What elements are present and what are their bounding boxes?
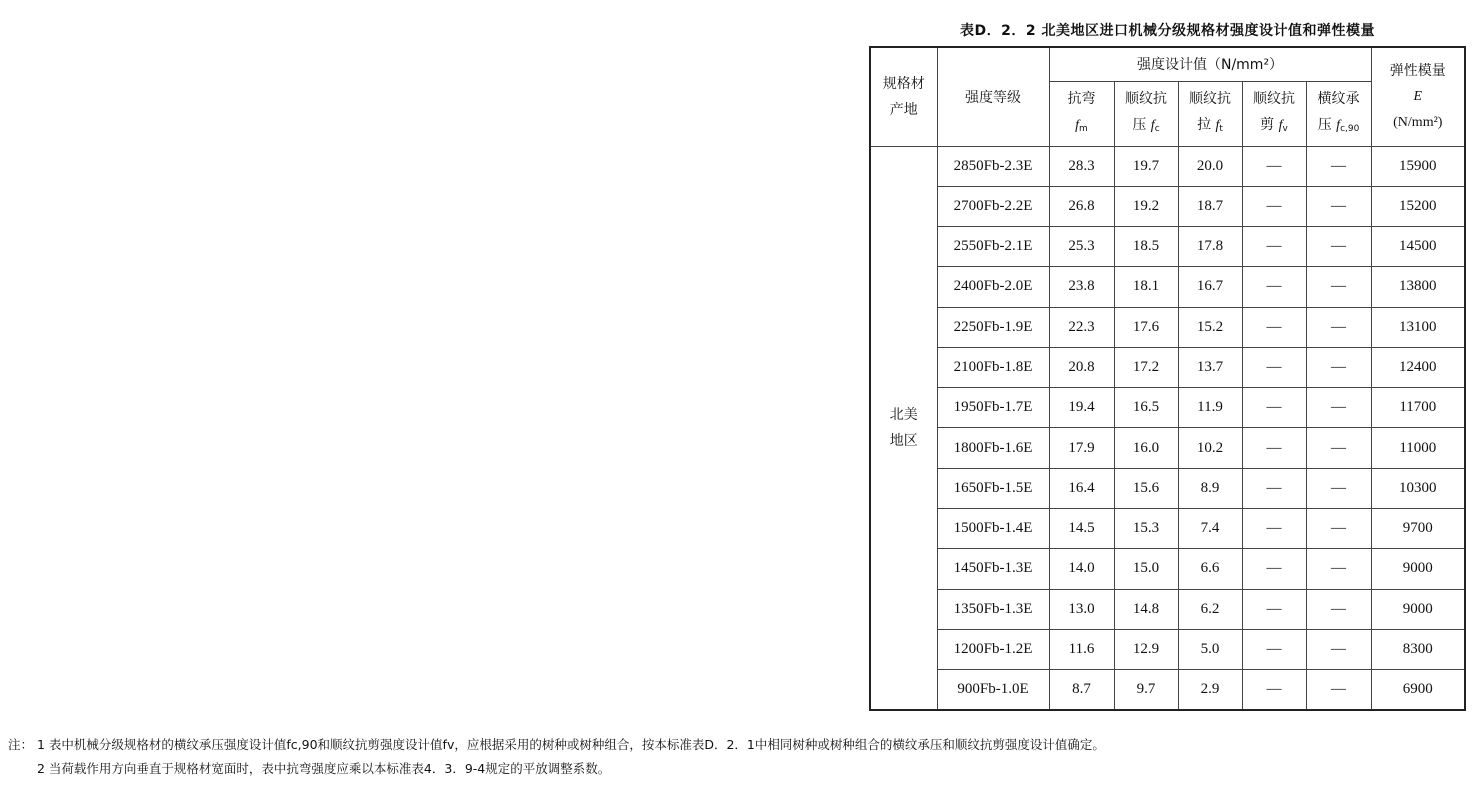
ft-cell: 10.2 [1178,428,1242,468]
ft-cell: 20.0 [1178,146,1242,186]
header-modulus-symbol: E [1413,88,1423,104]
fm-cell: 23.8 [1049,267,1114,307]
fv-cell: — [1242,468,1306,508]
grade-cell: 2850Fb-2.3E [937,146,1049,186]
grade-cell: 1200Fb-1.2E [937,629,1049,669]
header-fc90-label: 横纹承 [1317,90,1360,107]
fc90-cell: — [1306,307,1371,347]
fv-cell: — [1242,549,1306,589]
grade-cell: 1650Fb-1.5E [937,468,1049,508]
fm-cell: 14.0 [1049,549,1114,589]
fc90-cell: — [1306,227,1371,267]
note-1: 注： 1 表中机械分级规格材的横纹承压强度设计值fc,90和顺纹抗剪强度设计值fv，应根据采用的树种或树种组合，按本标准表D．2．1中相同树种或树种组合的横纹承压和顺纹抗剪强度设计值确定。 [8,737,1105,752]
fc90-cell: — [1306,146,1371,186]
header-origin [870,47,937,146]
header-ft-label2: 拉 [1197,116,1212,133]
strength-table [869,46,1466,711]
fc-cell: 15.6 [1114,468,1178,508]
grade-cell: 2550Fb-2.1E [937,227,1049,267]
fv-cell: — [1242,428,1306,468]
fc90-cell: — [1306,629,1371,669]
fm-cell: 19.4 [1049,388,1114,428]
note-2: 2 当荷载作用方向垂直于规格材宽面时，表中抗弯强度应乘以本标准表4．3．9-4规定的平放调整系数。 [37,761,611,776]
ft-cell: 17.8 [1178,227,1242,267]
fc90-cell: — [1306,388,1371,428]
fv-cell: — [1242,670,1306,710]
fv-cell: — [1242,347,1306,387]
fc-cell: 19.7 [1114,146,1178,186]
header-fc90 [1306,81,1371,146]
fc90-cell: — [1306,509,1371,549]
header-fv-label: 顺纹抗 [1253,90,1295,107]
fm-cell: 16.4 [1049,468,1114,508]
ft-cell: 13.7 [1178,347,1242,387]
table-row [870,347,1465,387]
header-fc90-subscript: c,90 [1340,123,1360,134]
header-fm [1049,81,1114,146]
e-cell: 15200 [1371,186,1465,226]
ft-cell: 11.9 [1178,388,1242,428]
header-fc-label: 顺纹抗 [1125,90,1167,107]
table-row [870,146,1465,186]
header-fm-label: 抗弯 [1067,90,1096,107]
fv-cell: — [1242,267,1306,307]
header-grade: 强度等级 [937,47,1049,146]
fv-cell: — [1242,146,1306,186]
ft-cell: 18.7 [1178,186,1242,226]
table-row [870,428,1465,468]
e-cell: 12400 [1371,347,1465,387]
e-cell: 8300 [1371,629,1465,669]
header-fv-subscript: v [1282,123,1288,134]
table-row [870,670,1465,710]
header-origin-line2: 产地 [889,101,918,118]
fm-cell: 25.3 [1049,227,1114,267]
header-origin-line1: 规格材 [882,75,925,92]
table-title: 表D．2．2 北美地区进口机械分级规格材强度设计值和弹性模量 [960,23,1375,39]
region-cell [870,146,937,710]
fc-cell: 12.9 [1114,629,1178,669]
fc90-cell: — [1306,468,1371,508]
header-strength-group: 强度设计值（N/mm²） [1049,47,1371,81]
fm-cell: 14.5 [1049,509,1114,549]
grade-cell: 1350Fb-1.3E [937,589,1049,629]
table-row [870,267,1465,307]
fc-cell: 15.0 [1114,549,1178,589]
header-ft-label: 顺纹抗 [1189,90,1231,107]
fc90-cell: — [1306,186,1371,226]
table-row [870,468,1465,508]
ft-cell: 6.6 [1178,549,1242,589]
fc90-cell: — [1306,428,1371,468]
header-modulus-label: 弹性模量 [1389,62,1446,79]
fm-cell: 22.3 [1049,307,1114,347]
header-fm-symbol: f [1075,117,1080,133]
grade-cell: 2400Fb-2.0E [937,267,1049,307]
header-fv-label2: 剪 [1260,116,1275,133]
grade-cell: 2700Fb-2.2E [937,186,1049,226]
fc90-cell: — [1306,589,1371,629]
e-cell: 14500 [1371,227,1465,267]
header-fv [1242,81,1306,146]
header-fc90-symbol: f [1336,117,1341,133]
e-cell: 11700 [1371,388,1465,428]
fc-cell: 17.2 [1114,347,1178,387]
header-fc-label2: 压 [1132,116,1147,133]
header-fm-subscript: m [1079,123,1088,134]
ft-cell: 5.0 [1178,629,1242,669]
header-ft-symbol: f [1215,117,1220,133]
fv-cell: — [1242,509,1306,549]
table-row [870,589,1465,629]
table-row [870,307,1465,347]
header-fc-subscript: c [1154,123,1160,134]
e-cell: 10300 [1371,468,1465,508]
e-cell: 9700 [1371,509,1465,549]
ft-cell: 16.7 [1178,267,1242,307]
e-cell: 9000 [1371,549,1465,589]
table-row [870,509,1465,549]
fm-cell: 11.6 [1049,629,1114,669]
header-fv-symbol: f [1278,117,1283,133]
ft-cell: 7.4 [1178,509,1242,549]
fc90-cell: — [1306,267,1371,307]
fc-cell: 19.2 [1114,186,1178,226]
grade-cell: 2100Fb-1.8E [937,347,1049,387]
fc-cell: 16.5 [1114,388,1178,428]
fm-cell: 8.7 [1049,670,1114,710]
header-fc90-label2: 压 [1317,116,1332,133]
grade-cell: 1950Fb-1.7E [937,388,1049,428]
grade-cell: 900Fb-1.0E [937,670,1049,710]
table-row [870,549,1465,589]
fv-cell: — [1242,307,1306,347]
table-row [870,388,1465,428]
ft-cell: 8.9 [1178,468,1242,508]
fv-cell: — [1242,589,1306,629]
ft-cell: 2.9 [1178,670,1242,710]
table-row [870,227,1465,267]
region-line1: 北美 [889,406,918,423]
table-row [870,186,1465,226]
e-cell: 13100 [1371,307,1465,347]
fv-cell: — [1242,227,1306,267]
table-body [870,146,1465,710]
e-cell: 9000 [1371,589,1465,629]
fm-cell: 13.0 [1049,589,1114,629]
fc-cell: 16.0 [1114,428,1178,468]
fc90-cell: — [1306,347,1371,387]
fc-cell: 15.3 [1114,509,1178,549]
grade-cell: 1500Fb-1.4E [937,509,1049,549]
fc90-cell: — [1306,670,1371,710]
grade-cell: 2250Fb-1.9E [937,307,1049,347]
header-modulus-unit: (N/mm²) [1393,114,1443,130]
fm-cell: 20.8 [1049,347,1114,387]
fm-cell: 28.3 [1049,146,1114,186]
e-cell: 13800 [1371,267,1465,307]
fc-cell: 14.8 [1114,589,1178,629]
grade-cell: 1800Fb-1.6E [937,428,1049,468]
e-cell: 11000 [1371,428,1465,468]
fv-cell: — [1242,629,1306,669]
ft-cell: 6.2 [1178,589,1242,629]
fv-cell: — [1242,186,1306,226]
table-row [870,629,1465,669]
fc90-cell: — [1306,549,1371,589]
fc-cell: 18.5 [1114,227,1178,267]
header-modulus [1371,47,1465,146]
table-notes [8,733,1478,781]
e-cell: 6900 [1371,670,1465,710]
fm-cell: 26.8 [1049,186,1114,226]
fc-cell: 9.7 [1114,670,1178,710]
region-line2: 地区 [889,432,918,449]
fc-cell: 18.1 [1114,267,1178,307]
ft-cell: 15.2 [1178,307,1242,347]
header-fc [1114,81,1178,146]
e-cell: 15900 [1371,146,1465,186]
grade-cell: 1450Fb-1.3E [937,549,1049,589]
header-fc-symbol: f [1150,117,1155,133]
header-ft [1178,81,1242,146]
fm-cell: 17.9 [1049,428,1114,468]
header-ft-subscript: t [1219,123,1223,134]
fc-cell: 17.6 [1114,307,1178,347]
fv-cell: — [1242,388,1306,428]
